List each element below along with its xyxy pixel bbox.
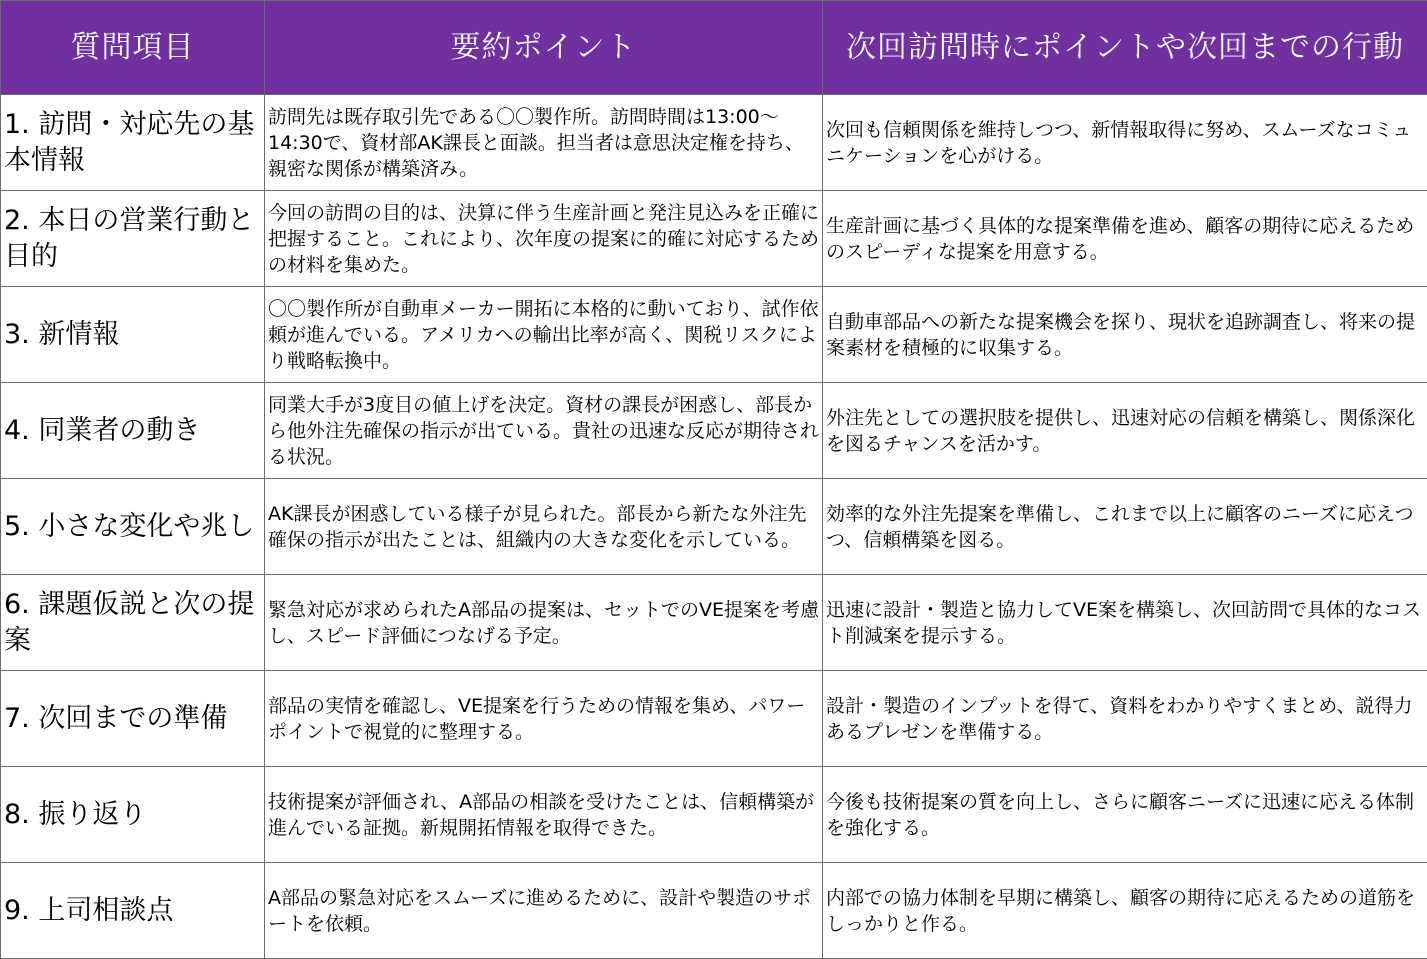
row-item-cell: 4. 同業者の動き	[1, 383, 265, 479]
row-summary-cell: AK課長が困惑している様子が見られた。部長から新たな外注先確保の指示が出たことは、組織内の大きな変化を示している。	[265, 479, 823, 575]
row-summary-cell: 訪問先は既存取引先である〇〇製作所。訪問時間は13:00〜14:30で、資材部AK課長と面談。担当者は意思決定権を持ち、親密な関係が構築済み。	[265, 95, 823, 191]
row-next-action-cell: 自動車部品への新たな提案機会を探り、現状を追跡調査し、将来の提案素材を積極的に収集する。	[823, 287, 1427, 383]
header-question-item: 質問項目	[1, 1, 265, 95]
row-next-action-cell: 外注先としての選択肢を提供し、迅速対応の信頼を構築し、関係深化を図るチャンスを活かす。	[823, 383, 1427, 479]
row-summary-cell: 部品の実情を確認し、VE提案を行うための情報を集め、パワーポイントで視覚的に整理する。	[265, 671, 823, 767]
row-item-cell: 5. 小さな変化や兆し	[1, 479, 265, 575]
row-next-action-cell: 迅速に設計・製造と協力してVE案を構築し、次回訪問で具体的なコスト削減案を提示する。	[823, 575, 1427, 671]
table-header-row	[1, 1, 1427, 95]
row-next-action-cell: 今後も技術提案の質を向上し、さらに顧客ニーズに迅速に応える体制を強化する。	[823, 767, 1427, 863]
row-item-cell: 8. 振り返り	[1, 767, 265, 863]
table-row	[1, 767, 1427, 863]
row-summary-cell: 緊急対応が求められたA部品の提案は、セットでのVE提案を考慮し、スピード評価につなげる予定。	[265, 575, 823, 671]
row-next-action-cell: 生産計画に基づく具体的な提案準備を進め、顧客の期待に応えるためのスピーディな提案を用意する。	[823, 191, 1427, 287]
table-row	[1, 383, 1427, 479]
header-next-actions: 次回訪問時にポイントや次回までの行動	[823, 1, 1427, 95]
row-summary-cell: A部品の緊急対応をスムーズに進めるために、設計や製造のサポートを依頼。	[265, 863, 823, 959]
table-row	[1, 479, 1427, 575]
table-row	[1, 575, 1427, 671]
row-summary-cell: 今回の訪問の目的は、決算に伴う生産計画と発注見込みを正確に把握すること。これにより、次年度の提案に的確に対応するための材料を集めた。	[265, 191, 823, 287]
row-item-cell: 1. 訪問・対応先の基本情報	[1, 95, 265, 191]
row-summary-cell: 同業大手が3度目の値上げを決定。資材の課長が困惑し、部長から他外注先確保の指示が出ている。貴社の迅速な反応が期待される状況。	[265, 383, 823, 479]
row-item-cell: 9. 上司相談点	[1, 863, 265, 959]
row-item-cell: 6. 課題仮説と次の提案	[1, 575, 265, 671]
header-summary-points: 要約ポイント	[265, 1, 823, 95]
table-row	[1, 863, 1427, 959]
table-row	[1, 95, 1427, 191]
row-next-action-cell: 効率的な外注先提案を準備し、これまで以上に顧客のニーズに応えつつ、信頼構築を図る。	[823, 479, 1427, 575]
table-row	[1, 287, 1427, 383]
row-item-cell: 3. 新情報	[1, 287, 265, 383]
row-next-action-cell: 設計・製造のインプットを得て、資料をわかりやすくまとめ、説得力あるプレゼンを準備する。	[823, 671, 1427, 767]
row-summary-cell: 〇〇製作所が自動車メーカー開拓に本格的に動いており、試作依頼が進んでいる。アメリカへの輸出比率が高く、関税リスクにより戦略転換中。	[265, 287, 823, 383]
row-next-action-cell: 次回も信頼関係を維持しつつ、新情報取得に努め、スムーズなコミュニケーションを心がける。	[823, 95, 1427, 191]
table-row	[1, 671, 1427, 767]
row-item-cell: 7. 次回までの準備	[1, 671, 265, 767]
row-summary-cell: 技術提案が評価され、A部品の相談を受けたことは、信頼構築が進んでいる証拠。新規開拓情報を取得できた。	[265, 767, 823, 863]
row-item-cell: 2. 本日の営業行動と目的	[1, 191, 265, 287]
row-next-action-cell: 内部での協力体制を早期に構築し、顧客の期待に応えるための道筋をしっかりと作る。	[823, 863, 1427, 959]
table-row	[1, 191, 1427, 287]
